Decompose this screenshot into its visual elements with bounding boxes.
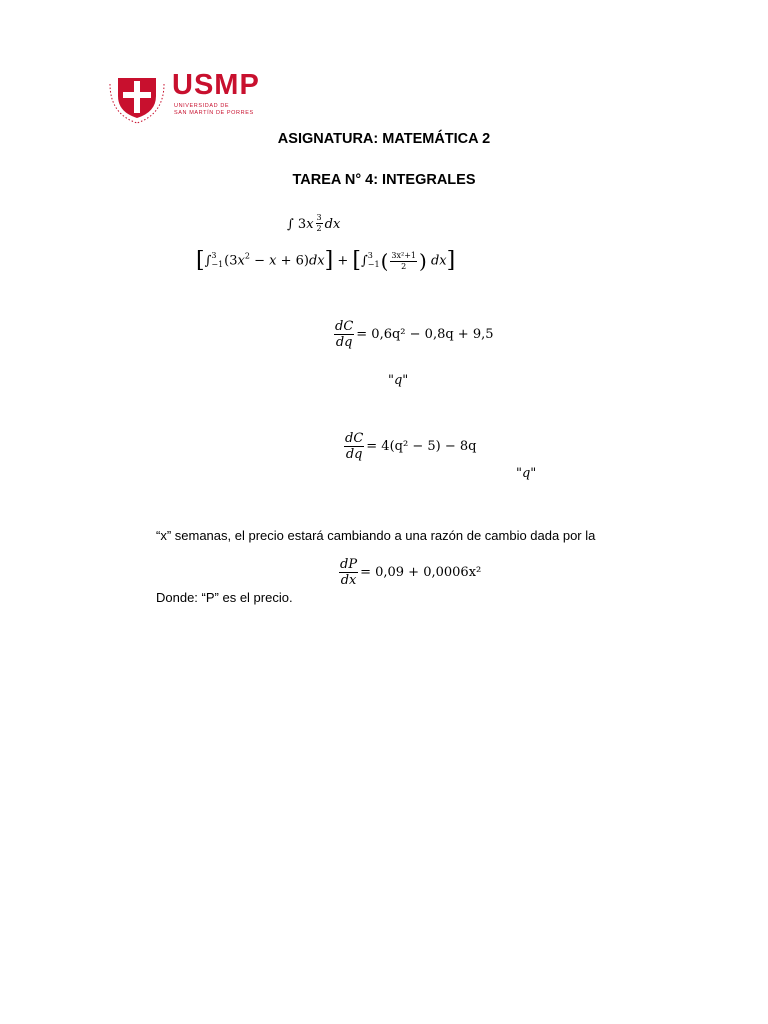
integral-1-dx: dx	[324, 217, 341, 232]
equation-3-rhs: = 0,09 + 0,0006x²	[360, 565, 482, 580]
integral-1-exponent: $\frac{3}{2}$	[316, 213, 322, 233]
integral-1-var: x	[306, 217, 314, 232]
integral-2b-fraction: $\frac{\text{3x²+1}}{2}$	[391, 250, 416, 271]
logo-subtitle-line1: UNIVERSIDAD DE	[174, 103, 230, 109]
equation-2-derivative: $\frac{dC}{dq}$	[345, 431, 364, 462]
page-subtitle: TAREA N° 4: INTEGRALES	[292, 172, 476, 188]
equation-3-derivative: $\frac{dP}{dx}$	[340, 557, 358, 588]
equation-3	[337, 558, 481, 587]
logo-wordmark: USMP	[172, 69, 260, 101]
usmp-crest-icon	[108, 68, 166, 124]
variable-q-label-1: "q"	[388, 373, 409, 388]
usmp-logo	[108, 68, 268, 124]
page-title: ASIGNATURA: MATEMÁTICA 2	[277, 131, 491, 147]
equation-2	[342, 432, 476, 461]
integral-1-coef: 3	[297, 217, 307, 232]
equation-1	[332, 320, 494, 349]
variable-q-label-2: "q"	[516, 466, 537, 481]
equation-1-derivative: $\frac{dC}{dq}$	[335, 319, 354, 350]
equation-1-rhs: = 0,6q² − 0,8q + 9,5	[356, 327, 494, 342]
equation-2-rhs: = 4(q² − 5) − 8q	[366, 439, 477, 454]
integral-1	[287, 214, 340, 233]
integral-sign: ∫	[287, 217, 294, 232]
logo-subtitle-line2: SAN MARTÍN DE PORRES	[174, 110, 254, 116]
integral-2b-limits: 3 −1	[367, 251, 380, 269]
integral-2a-limits: 3 −1	[211, 251, 224, 269]
rate-of-change-sentence: “x” semanas, el precio estará cambiando a una razón de cambio dada por la	[156, 528, 596, 543]
integral-2: [∫ 3 −1 $(3x^2 - x + 6)dx$] + [∫ 3 −1 ( $\frac{\text{3x²+1}}{2}$ ) dx]	[196, 248, 456, 273]
price-definition: Donde: “P” es el precio.	[156, 590, 293, 605]
